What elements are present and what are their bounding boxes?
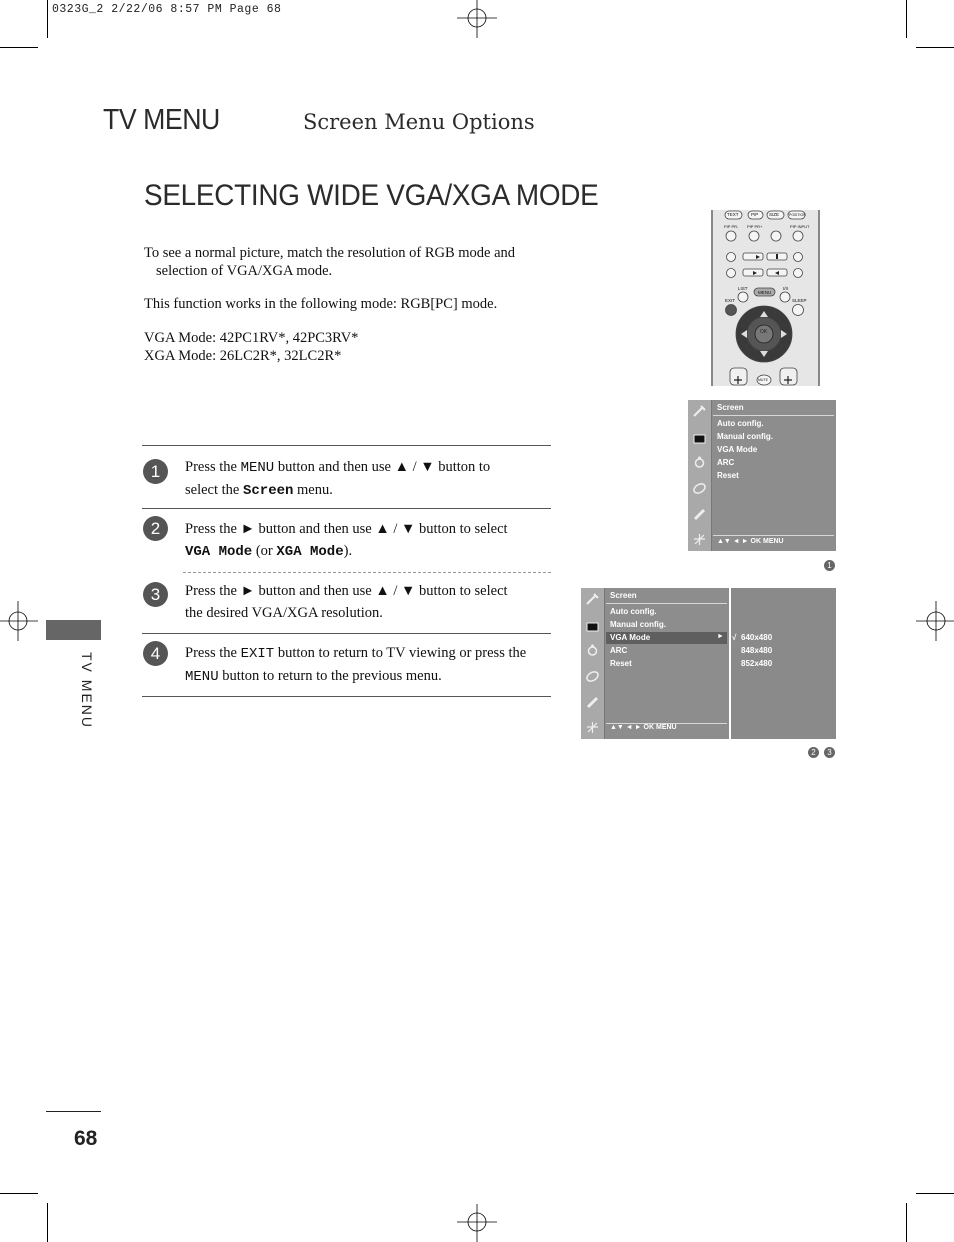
menu-button-label: MENU [758,290,772,295]
ok-label: OK [760,329,768,335]
registration-mark-icon [457,0,497,40]
osd-menu-item[interactable]: Manual config. [610,620,666,629]
list-label: LIST [738,286,748,291]
step-text-part: Press the ► button and then use ▲ / ▼ button to select [185,521,508,537]
step-text-part: Press the ► button and then use ▲ / ▼ button to select [185,583,508,599]
resolution-option[interactable]: 848x480 [741,646,773,655]
page-heading: SELECTING WIDE VGA/XGA MODE [144,179,599,212]
step-2-text [185,518,555,563]
option-icon [692,506,707,521]
step-text-part: button and then use ▲ / ▼ button to [274,459,491,475]
step-number: 4 [143,641,168,666]
sound-icon [585,643,600,658]
crop-mark [0,47,38,48]
step-text-part: select the [185,482,243,498]
osd-navigation-hint: ▲▼ ◄ ► OK MENU [717,538,784,545]
step-number: 1 [143,459,168,484]
step-text-part: Press the [185,645,241,661]
osd-icon-column [688,400,712,551]
pip-pr-minus-label: PIP PR- [724,224,739,229]
intro-line: selection of VGA/XGA mode. [156,263,333,279]
i-ii-label: I/II [783,286,789,291]
step-number: 3 [143,582,168,607]
vga-mode-option: VGA Mode [185,544,253,560]
pip-button-label: PIP [751,212,759,217]
osd-menu-item[interactable]: ARC [610,646,628,655]
step-text-part: the desired VGA/XGA resolution. [185,605,383,621]
exit-key-label: EXIT [240,646,275,662]
screen-menu-label: Screen [242,483,294,499]
step-divider [142,445,551,446]
step-text-part: Press the [185,459,241,475]
section-title: Screen Menu Options [303,110,535,134]
text-button-label: TEXT [727,212,739,217]
osd-screen-menu [688,400,836,551]
option-icon [585,694,600,709]
xga-mode-option: XGA Mode [276,544,344,560]
osd-menu-item[interactable]: Reset [610,659,632,668]
step-4-text [185,642,555,688]
step-divider [142,633,551,634]
page-number: 68 [74,1127,98,1150]
osd-menu-item-selected[interactable]: VGA Mode [610,633,651,642]
menu-key-label: MENU [240,460,275,476]
time-icon [692,481,707,496]
step-divider [142,696,551,697]
step-divider [142,508,551,509]
step-text-part: menu. [293,482,333,498]
pip-pr-plus-label: PIP PR+ [747,224,763,229]
crop-mark [47,0,48,38]
osd-menu-item[interactable]: Manual config. [717,432,773,441]
osd-divider [606,603,727,604]
vga-mode-label: VGA Mode: [144,330,220,346]
intro-line: This function works in the following mode: RGB[PC] mode. [144,296,498,312]
xga-model-list: 26LC2R*, 32LC2R* [219,348,342,364]
mute-label: MUTE [758,378,768,382]
crop-mark [906,0,907,38]
resolution-option[interactable]: 852x480 [741,659,773,668]
step-3-text [185,580,555,624]
callout-number: 1 [824,560,835,571]
size-button-label: SIZE [769,212,780,217]
osd-menu-item[interactable]: Auto config. [717,419,764,428]
vga-model-list: 42PC1RV*, 42PC3RV* [219,330,359,346]
screen-icon [692,431,707,446]
sleep-label: SLEEP [792,298,807,303]
osd-divider [713,415,834,416]
step-number: 2 [143,516,168,541]
tools-icon [692,532,707,547]
resolution-option[interactable]: 640x480 [741,633,773,642]
osd-resolution-submenu [731,588,836,739]
osd-menu-item[interactable]: Auto config. [610,607,657,616]
step-divider-dashed [183,572,551,573]
screen-icon [585,619,600,634]
crop-mark [47,1203,48,1242]
osd-menu-item[interactable]: ARC [717,458,735,467]
tools-icon [585,720,600,735]
time-icon [585,669,600,684]
step-text-part: button to return to TV viewing or press the [274,645,527,661]
xga-mode-models [144,348,341,365]
osd-menu-item[interactable]: Reset [717,471,739,480]
step-1-text [185,456,555,502]
osd-menu-title: Screen [717,403,744,412]
crop-mark [916,47,954,48]
xga-mode-label: XGA Mode: [144,348,220,364]
chapter-title: TV MENU [103,104,220,136]
crop-mark [0,1193,38,1194]
menu-key-label: MENU [185,669,219,685]
setup-icon [585,592,600,607]
osd-navigation-hint: ▲▼ ◄ ► OK MENU [610,724,677,731]
chapter-tab [46,620,101,640]
registration-mark-icon [457,1202,497,1242]
setup-icon [692,404,707,419]
step-text-part: ). [343,543,353,559]
registration-mark-icon [0,601,40,641]
osd-icon-column [581,588,605,739]
position-button-label: POSITION [789,213,806,217]
remote-control [711,210,820,386]
registration-mark-icon [914,601,954,641]
sound-icon [692,455,707,470]
crop-mark [906,1203,907,1242]
callout-number: 3 [824,747,835,758]
vga-mode-models [144,330,358,347]
intro-line: To see a normal picture, match the resolution of RGB mode and [144,245,516,261]
pip-input-label: PIP INPUT [790,224,810,229]
osd-menu-title: Screen [610,591,637,600]
osd-divider [713,535,834,536]
page-number-rule [46,1111,101,1112]
osd-screen-menu-vga [581,588,729,739]
print-info-line: 0323G_2 2/22/06 8:57 PM Page 68 [52,3,282,16]
step-text-part: (or [252,543,277,559]
exit-label: EXIT [725,298,736,303]
callout-number: 2 [808,747,819,758]
step-text-part: button to return to the previous menu. [218,668,442,684]
check-mark-icon: √ [732,633,737,642]
chapter-side-label: TV MENU [79,652,95,729]
crop-mark [916,1193,954,1194]
submenu-arrow-icon: ► [717,633,724,640]
osd-menu-item[interactable]: VGA Mode [717,445,758,454]
